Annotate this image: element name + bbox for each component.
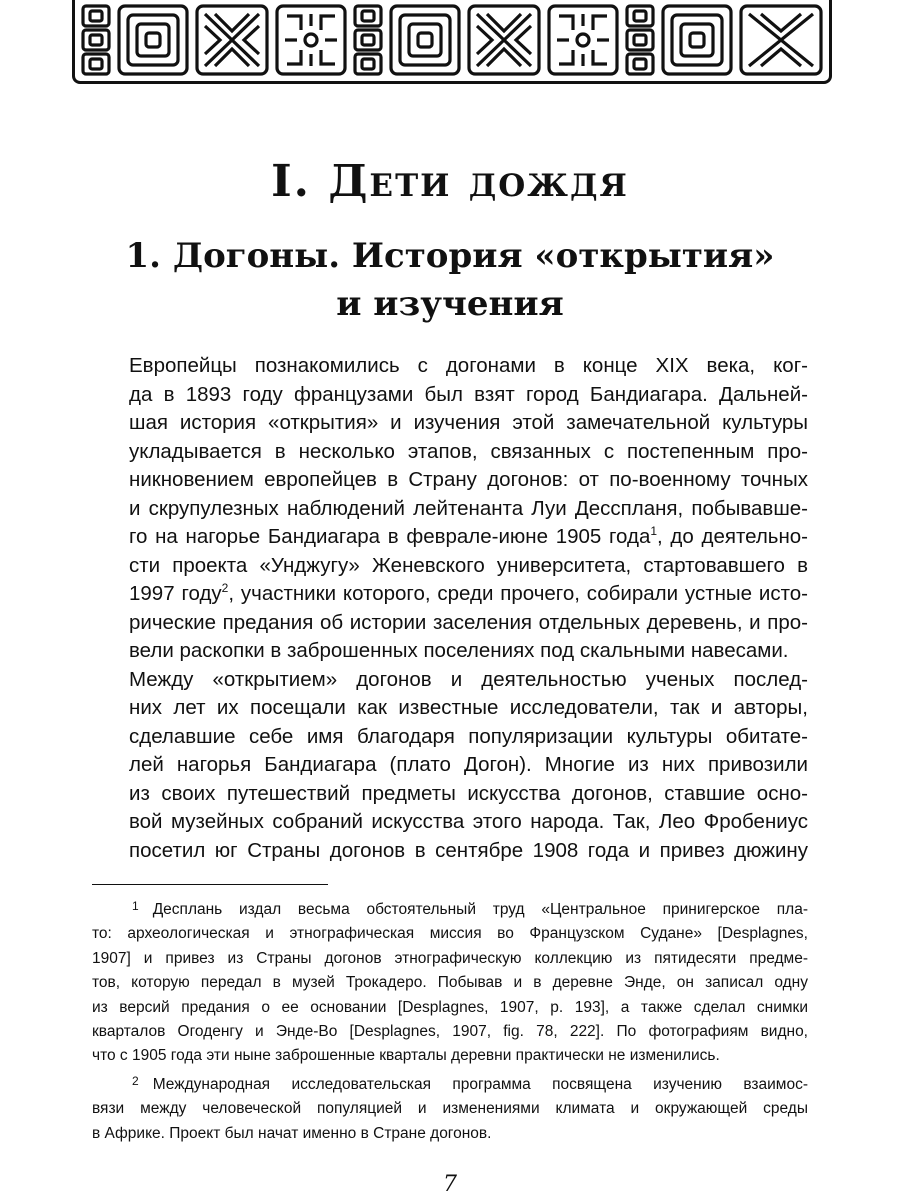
text-line: да в 1893 году французами был взят город Бандиагара. Дальней-	[129, 382, 808, 406]
paragraph-1	[92, 352, 808, 666]
footnote-line: из версий предания о ее основании [Desplagnes, 1907, p. 193], а также сделал снимки	[92, 998, 808, 1016]
ornament-pattern	[75, 0, 829, 81]
footnotes	[92, 894, 808, 1146]
footnote-line: 1907] и привез из Страны догонов этнографическую коллекцию из пятидесяти предме-	[92, 949, 808, 967]
footnote-divider	[92, 884, 328, 885]
decorative-ornament-border	[72, 0, 832, 84]
paragraph-2	[92, 666, 808, 866]
text-line	[92, 580, 808, 609]
footnote-line: кварталов Огоденгу и Энде-Во [Desplagnes, 1907, fig. 78, 222]. По фотографиям видно,	[92, 1023, 808, 1041]
footnote-1	[92, 894, 808, 1069]
text-fragment: 1997 году	[129, 582, 222, 605]
section-title-line: и изучения	[336, 284, 564, 324]
ornament-tile-squares	[83, 6, 109, 74]
ornament-tile-squares	[627, 6, 653, 74]
ornament-tile-cross	[197, 6, 267, 74]
text-line: рические предания об истории заселения отдельных деревень, и про-	[129, 610, 808, 634]
ornament-tile-cross	[741, 6, 821, 74]
text-line: посетил юг Страны догонов в сентябре 1908 года и привез дюжину	[129, 838, 808, 862]
section-title	[80, 232, 820, 328]
footnote-line: то: археологическая и этнографическая миссия во Французском Судане» [Desplagnes,	[92, 925, 808, 943]
chapter-title: I. Дети дождя	[271, 156, 629, 207]
text-line: Между «открытием» догонов и деятельностью ученых послед-	[129, 667, 808, 691]
ornament-tile-concentric	[119, 6, 187, 74]
page-number: 7	[443, 1172, 457, 1197]
body-text	[92, 352, 808, 865]
text-fragment: Десплань издал весьма обстоятельный труд «Центральное принигерское пла-	[152, 901, 808, 918]
section-title-line: 1. Догоны. История «открытия»	[125, 236, 775, 276]
footnote-line: вязи между человеческой популяцией и изменениями климата и окружающей среды	[92, 1100, 808, 1118]
ornament-tile-cross	[469, 6, 539, 74]
text-line: никновением европейцев в Страну догонов: от по-военному точных	[129, 468, 808, 491]
text-line: лей нагорья Бандиагара (плато Догон). Многие из них привозили	[129, 753, 808, 776]
footnote-line: тов, которую передал в музей Трокадеро. Побывав и в деревне Энде, он записал одну	[92, 974, 808, 992]
text-line: них лет их посещали как известные исследователи, так и авторы,	[129, 696, 808, 719]
footnote-line	[92, 894, 808, 922]
text-fragment: , участники которого, среди прочего, собирали устные исто-	[228, 582, 808, 605]
text-line: сти проекта «Унджугу» Женевского университета, стартовавшего в	[129, 553, 808, 577]
text-fragment: Международная исследовательская программа посвящена изучению взаимос-	[152, 1075, 808, 1093]
ornament-tile-squares	[355, 6, 381, 74]
ornament-tile-concentric	[663, 6, 731, 74]
text-fragment: , до деятельно-	[657, 525, 809, 548]
footnote-ref-1[interactable]: 1	[650, 524, 658, 539]
text-line: вой музейных собраний искусства этого народа. Так, Лео Фробениус	[129, 810, 808, 833]
footnote-2	[92, 1069, 808, 1146]
ornament-tile-concentric	[391, 6, 459, 74]
text-line: вели раскопки в заброшенных поселениях под скальными навесами.	[129, 639, 789, 662]
footnote-number: 1	[132, 899, 139, 913]
text-line: укладывается в несколько этапов, связанных с постепенным про-	[129, 439, 808, 463]
text-line: и скрупулезных наблюдений лейтенанта Луи Десспланя, побывавше-	[129, 496, 808, 520]
text-line	[92, 523, 808, 552]
footnote-line: что с 1905 года эти ныне заброшенные кварталы деревни практически не изменились.	[92, 1047, 720, 1065]
text-line: сделавшие себе имя благодаря популяризации культуры обитате-	[129, 724, 808, 748]
text-line: из своих путешествий предметы искусства догонов, ставшие осно-	[129, 781, 808, 805]
footnote-number: 2	[132, 1073, 139, 1088]
ornament-tile-quadrants	[549, 6, 617, 74]
footnote-ref-2[interactable]: 2	[221, 581, 229, 596]
text-line: Европейцы познакомились с догонами в конце XIX века, ког-	[129, 354, 808, 377]
footnote-line: в Африке. Проект был начат именно в Стране догонов.	[92, 1124, 492, 1142]
footnote-line	[92, 1069, 808, 1097]
text-line: шая история «открытия» и изучения этой замечательной культуры	[129, 411, 808, 434]
text-fragment: го на нагорье Бандиагара в феврале-июне 1905 года	[129, 525, 651, 548]
ornament-tile-quadrants	[277, 6, 345, 74]
